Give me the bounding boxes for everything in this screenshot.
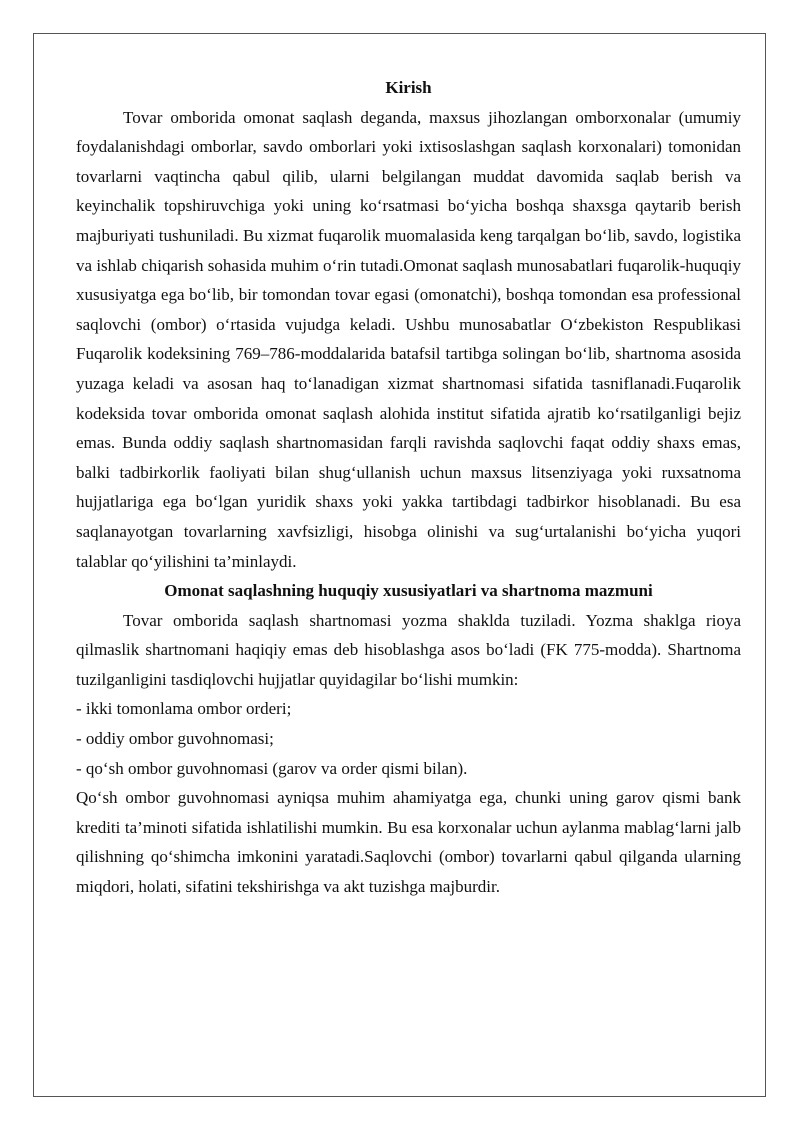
paragraph-warehouse-certificate: Qo‘sh ombor guvohnomasi ayniqsa muhim ahamiyatga ega, chunki uning garov qismi bank krediti ta’minoti sifatida ishlatilishi mumkin. Bu esa korxonalar uchun aylanma mablag‘larni jalb qilishning qo‘shimcha imkonini yaratadi.Saqlovchi (ombor) tovarlarni qabul qilganda ularning miqdori, holati, sifatini tekshirishga va akt tuzishga majburdir.: [76, 788, 741, 897]
list-item: - qo‘sh ombor guvohnomasi (garov va order qismi bilan).: [76, 758, 468, 778]
list-item: - ikki tomonlama ombor orderi;: [76, 699, 292, 719]
paragraph-contract: Tovar omborida saqlash shartnomasi yozma shaklda tuziladi. Yozma shaklga rioya qilmaslik shartnomani haqiqiy emas deb hisoblashga asos bo‘ladi (FK 775-modda). Shartnoma tuzilganligini tasdiqlovchi hujjatlar quyidagilar bo‘lishi mumkin:: [76, 610, 741, 689]
list-item: - oddiy ombor guvohnomasi;: [76, 729, 274, 749]
document-body: [76, 73, 741, 902]
paragraph-intro: Tovar omborida omonat saqlash deganda, maxsus jihozlangan omborxonalar (umumiy foydalanishdagi omborlar, savdo omborlari yoki ixtisoslashgan saqlash korxonalari) tomonidan tovarlarni vaqtincha qabul qilib, ularni belgilangan muddat davomida saqlab berish va keyinchalik topshiruvchiga yoki uning ko‘rsatmasi bo‘yicha boshqa shaxsga qaytarib berish majburiyati tushuniladi. Bu xizmat fuqarolik muomalasida keng tarqalgan bo‘lib, savdo, logistika va ishlab chiqarish sohasida muhim o‘rin tutadi.Omonat saqlash munosabatlari fuqarolik-huquqiy xususiyatga ega bo‘lib, bir tomondan tovar egasi (omonatchi), boshqa tomondan esa professional saqlovchi (ombor) o‘rtasida vujudga keladi. Ushbu munosabatlar O‘zbekiston Respublikasi Fuqarolik kodeksining 769–786-moddalarida batafsil tartibga solingan bo‘lib, shartnoma asosida yuzaga keladi va asosan haq to‘lanadigan xizmat shartnomasi sifatida tasniflanadi.Fuqarolik kodeksida tovar omborida omonat saqlash alohida institut sifatida ajratib ko‘rsatilganligi bejiz emas. Bunda oddiy saqlash shartnomasidan farqli ravishda saqlovchi faqat oddiy shaxs emas, balki tadbirkorlik faoliyati bilan shug‘ullanish uchun maxsus litsenziyaga yoki ruxsatnoma hujjatlariga ega bo‘lgan yuridik shaxs yoki yakka tartibdagi tadbirkor hisoblanadi. Bu esa saqlanayotgan tovarlarning xavfsizligi, hisobga olinishi va sug‘urtalanishi bo‘yicha yuqori talablar qo‘yilishini ta’minlaydi.: [76, 107, 741, 571]
section-heading-legal: Omonat saqlashning huquqiy xususiyatlari va shartnoma mazmuni: [164, 581, 653, 601]
section-heading-kirish: Kirish: [385, 78, 432, 97]
